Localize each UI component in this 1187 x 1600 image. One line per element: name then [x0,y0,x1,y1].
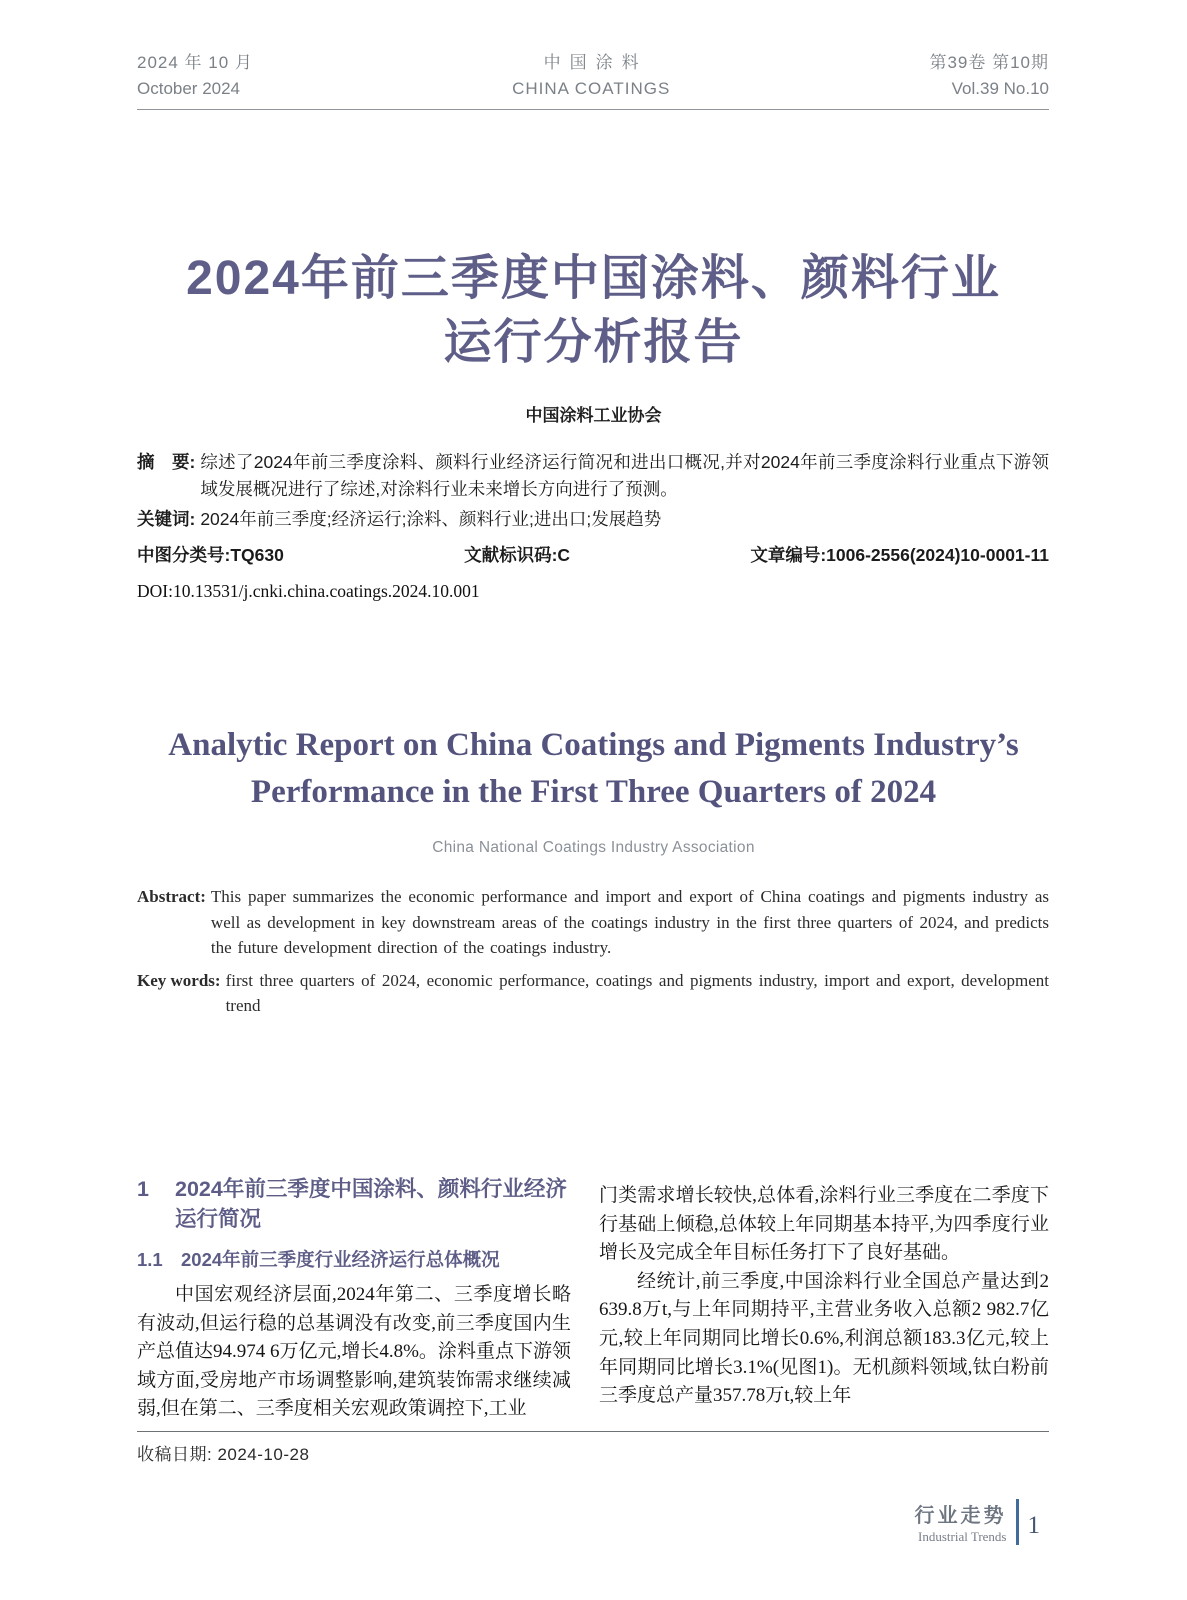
abstract-cn-text: 综述了2024年前三季度涂料、颜料行业经济运行简况和进出口概况,并对2024年前三季度涂料行业重点下游领域发展概况进行了综述,对涂料行业未来增长方向进行了预测。 [200,452,1049,499]
page-number: 1 [1027,1512,1040,1539]
document-code: 文献标识码:C [464,545,571,565]
keywords-en [137,968,1049,1019]
section-1-1-heading [137,1248,571,1272]
article-id: 文章编号:1006-2556(2024)10-0001-11 [750,545,1049,565]
author-cn: 中国涂料工业协会 [525,406,662,425]
article-title-en [0,722,1187,816]
article-title-cn-line2: 运行分析报告 [443,316,744,369]
date-cn: 2024 年 10 月 [137,53,253,72]
received-date: 收稿日期: 2024-10-28 [137,1445,310,1464]
keywords-en-label: Key words: [137,970,221,990]
footer-divider-bar [1016,1499,1019,1545]
running-head-issue [929,50,1049,102]
abstract-en-text: This paper summarizes the economic performance and import and export of China coatings and pigments industry as well as development in key downstream areas of the coatings industry in the first three quarters of 2024, and predicts the future development direction of the coatings industry. [210,887,1049,957]
footer-section-labels [915,1499,1007,1545]
issue-en: Vol.39 No.10 [951,79,1049,98]
paragraph-right-2: 经统计,前三季度,中国涂料行业全国总产量达到2 639.8万t,与上年同期持平,主营业务收入总额2 982.7亿元,较上年同期同比增长0.6%,利润总额183.3亿元,较上年同期同比增长3.1%(见图1)。无机颜料领域,钛白粉前三季度总产量357.78万t,较上年 [599,1270,1049,1407]
article-title-en-line1: Analytic Report on China Coatings and Pigments Industry’s [168,727,1019,763]
abstract-cn-label: 摘 要: [137,452,196,472]
paragraph-right-1: 门类需求增长较快,总体看,涂料行业三季度在二季度下行基础上倾稳,总体较上年同期基本持平,为四季度行业增长及完成全年目标任务打下了良好基础。 [599,1185,1049,1264]
footer-section-cn: 行业走势 [914,1505,1007,1527]
section-1-1-title: 2024年前三季度行业经济运行总体概况 [181,1249,500,1270]
abstract-en-label: Abstract: [137,887,206,906]
body-columns [137,1174,1049,1424]
running-head [137,50,1049,110]
section-1-title: 2024年前三季度中国涂料、颜料行业经济运行简况 [175,1177,567,1231]
section-1-number: 1 [137,1177,149,1201]
keywords-cn-label: 关键词: [137,509,196,529]
classification-row [137,542,1049,569]
meta-block-cn [137,449,1049,605]
section-1-1-number: 1.1 [137,1249,163,1270]
clc-number: 中图分类号:TQ630 [137,545,284,565]
running-head-journal [512,50,670,102]
abstract-cn [137,449,1049,503]
body-column-right [599,1174,1049,1424]
issue-cn: 第39卷 第10期 [929,53,1049,72]
section-1-heading [137,1174,571,1234]
author-en: China National Coatings Industry Association [432,839,755,856]
abstract-en [137,884,1049,961]
keywords-en-text: first three quarters of 2024, economic performance, coatings and pigments industry, import and export, development trend [225,970,1049,1015]
keywords-cn [137,506,1049,533]
running-head-date [137,50,253,102]
meta-block-en [137,884,1049,1019]
footnote-rule [137,1431,1049,1432]
body-column-left [137,1174,571,1424]
journal-name-en: CHINA COATINGS [512,79,671,98]
footer-section-en: Industrial Trends [918,1529,1007,1544]
article-title-en-line2: Performance in the First Three Quarters of 2024 [250,774,937,810]
journal-name-cn: 中国涂料 [543,53,648,72]
paragraph-left: 中国宏观经济层面,2024年第二、三季度增长略有波动,但运行稳的总基调没有改变,前三季度国内生产总值达94.974 6万亿元,增长4.8%。涂料重点下游领域方面,受房地产市场调整影响,建筑装饰需求继续减弱,但在第二、三季度相关宏观政策调控下,工业 [137,1284,571,1420]
date-en: October 2024 [137,79,241,98]
article-title-cn-line1: 2024年前三季度中国涂料、颜料行业 [186,252,1001,305]
article-title-cn [0,247,1187,375]
keywords-cn-text: 2024年前三季度;经济运行;涂料、颜料行业;进出口;发展趋势 [200,509,662,529]
page-footer [915,1499,1041,1545]
doi: DOI:10.13531/j.cnki.china.coatings.2024.10.001 [137,581,480,601]
